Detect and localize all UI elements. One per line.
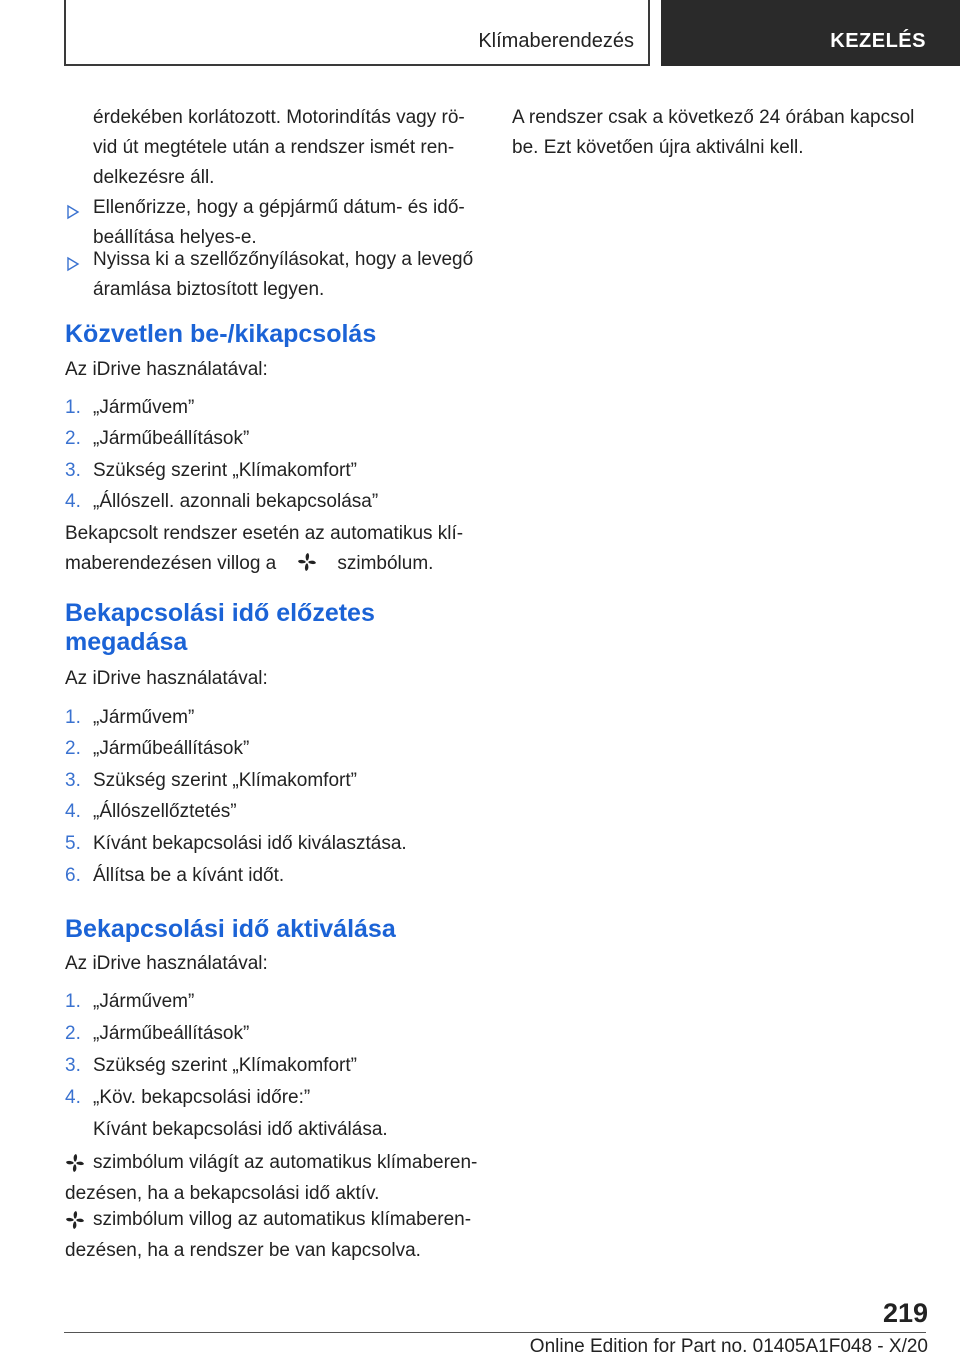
paragraph-line: A rendszer csak a következő 24 órában kapcsol [512,107,915,128]
step-text: „Járműbeállítások” [93,1023,250,1044]
note-line: szimbólum világít az automatikus klímaberen- [93,1152,478,1173]
sub-step-text: Kívánt bekapcsolási idő aktiválása. [93,1119,388,1140]
step-number: 6. [65,865,81,886]
paragraph-line: be. Ezt követően újra aktiválni kell. [512,137,804,158]
step-text: „Állószell. azonnali bekapcsolása” [93,491,379,512]
section-heading: Közvetlen be-/kikapcsolás [65,320,377,348]
note-line: szimbólum villog az automatikus klímaberen- [93,1209,472,1230]
step-number: 3. [65,1055,81,1076]
note-line: dezésen, ha a rendszer be van kapcsolva. [65,1240,421,1261]
step-number: 2. [65,428,81,449]
step-number: 1. [65,707,81,728]
section-note [65,519,463,579]
section-intro: Az iDrive használatával: [65,668,268,689]
bullet-line: Nyissa ki a szellőzőnyílásokat, hogy a levegő [93,249,474,270]
fan-icon [65,1153,85,1173]
bullet-line: Ellenőrizze, hogy a gépjármű dátum- és idő- [93,197,465,218]
step-number: 4. [65,491,81,512]
triangle-right-outline-icon [66,197,80,227]
step-number: 2. [65,738,81,759]
page-number: 219 [882,1298,928,1328]
step-text: „Járművem” [93,707,195,728]
step-text: Szükség szerint „Klímakomfort” [93,1055,357,1076]
step-text: „Járműbeállítások” [93,738,250,759]
bullet-line: áramlása biztosított legyen. [93,279,325,300]
note-text: szimbólum. [337,553,434,574]
fan-icon [297,552,317,572]
step-text: „Állószellőztetés” [93,801,237,822]
section-heading: Bekapcsolási idő aktiválása [65,915,396,943]
step-number: 1. [65,991,81,1012]
right-column-paragraph [512,103,914,163]
note-line [65,549,463,579]
section-heading-line: megadása [65,628,188,656]
section-intro: Az iDrive használatával: [65,953,268,974]
step-text: Szükség szerint „Klímakomfort” [93,770,357,791]
step-text: Kívánt bekapcsolási idő kiválasztása. [93,833,407,854]
step-text: „Járművem” [93,397,195,418]
header-chapter-title: KEZELÉS [830,30,926,52]
intro-line: érdekében korlátozott. Motorindítás vagy rö- [93,107,465,128]
header-section-title: Klímaberendezés [478,30,634,52]
note-text: maberendezésen villog a [65,553,277,574]
step-number: 2. [65,1023,81,1044]
step-text: Állítsa be a kívánt időt. [93,865,285,886]
bullet-item [93,193,465,253]
step-text: „Járművem” [93,991,195,1012]
header-chapter-box [661,0,960,66]
step-text: „Köv. bekapcsolási időre:” [93,1087,311,1108]
section-intro: Az iDrive használatával: [65,359,268,380]
section-heading-line: Bekapcsolási idő előzetes [65,599,375,627]
intro-line: delkezésre áll. [93,167,215,188]
bullet-line: beállítása helyes-e. [93,227,257,248]
footer-divider [64,1332,926,1333]
step-number: 4. [65,801,81,822]
bullet-item [93,245,473,305]
step-number: 1. [65,397,81,418]
note-line: Bekapcsolt rendszer esetén az automatikus klí- [65,523,464,544]
step-number: 3. [65,460,81,481]
step-text: „Járműbeállítások” [93,428,250,449]
step-number: 5. [65,833,81,854]
section-heading [65,599,375,657]
step-text: Szükség szerint „Klímakomfort” [93,460,357,481]
intro-paragraph [93,103,465,193]
note-line: dezésen, ha a bekapcsolási idő aktív. [65,1183,380,1204]
step-number: 3. [65,770,81,791]
footer-edition: Online Edition for Part no. 01405A1F048 - X/20 [529,1336,928,1357]
step-number: 4. [65,1087,81,1108]
intro-line: vid út megtétele után a rendszer ismét ren- [93,137,455,158]
header-section-box [64,0,650,66]
triangle-right-outline-icon [66,249,80,279]
fan-icon [65,1210,85,1230]
